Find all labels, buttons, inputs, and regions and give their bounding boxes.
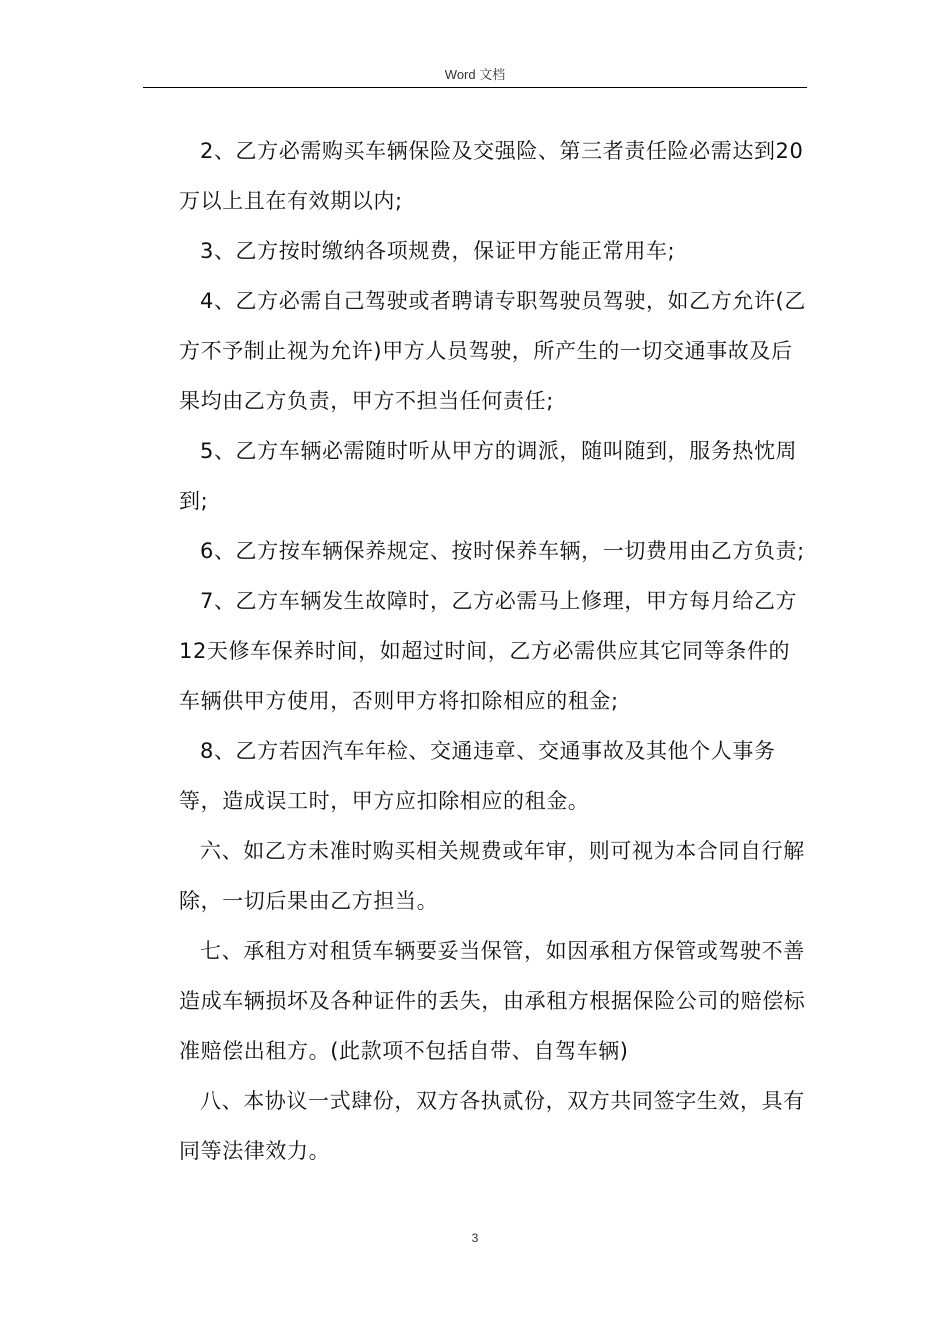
header-divider [143,87,807,88]
section-six: 六、如乙方未准时购买相关规费或年审，则可视为本合同自行解除，一切后果由乙方担当。 [179,839,805,913]
clause-7: 7、乙方车辆发生故障时，乙方必需马上修理，甲方每月给乙方12天修车保养时间，如超过时间，乙方必需供应其它同等条件的车辆供甲方使用，否则甲方将扣除相应的租金; [179,589,798,713]
clause-6: 6、乙方按车辆保养规定、按时保养车辆，一切费用由乙方负责; [200,539,805,563]
page-number: 3 [471,1231,479,1245]
document-header-title: Word 文档 [444,67,506,82]
section-seven: 七、承租方对租赁车辆要妥当保管，如因承租方保管或驾驶不善造成车辆损坏及各种证件的丢失，由承租方根据保险公司的赔偿标准赔偿出租方。(此款项不包括自带、自驾车辆) [179,939,806,1063]
clause-3: 3、乙方按时缴纳各项规费，保证甲方能正常用车; [200,239,676,263]
clause-2: 2、乙方必需购买车辆保险及交强险、第三者责任险必需达到20万以上且在有效期以内; [179,139,804,213]
clause-5: 5、乙方车辆必需随时听从甲方的调派，随叫随到，服务热忱周到; [179,439,798,513]
section-eight: 八、本协议一式肆份，双方各执贰份，双方共同签字生效，具有同等法律效力。 [179,1089,805,1163]
clause-4: 4、乙方必需自己驾驶或者聘请专职驾驶员驾驶，如乙方允许(乙方不予制止视为允许)甲方人员驾驶，所产生的一切交通事故及后果均由乙方负责，甲方不担当任何责任; [179,289,806,413]
clause-8: 8、乙方若因汽车年检、交通违章、交通事故及其他个人事务等，造成误工时，甲方应扣除相应的租金。 [179,739,776,813]
document-body [179,126,809,1176]
